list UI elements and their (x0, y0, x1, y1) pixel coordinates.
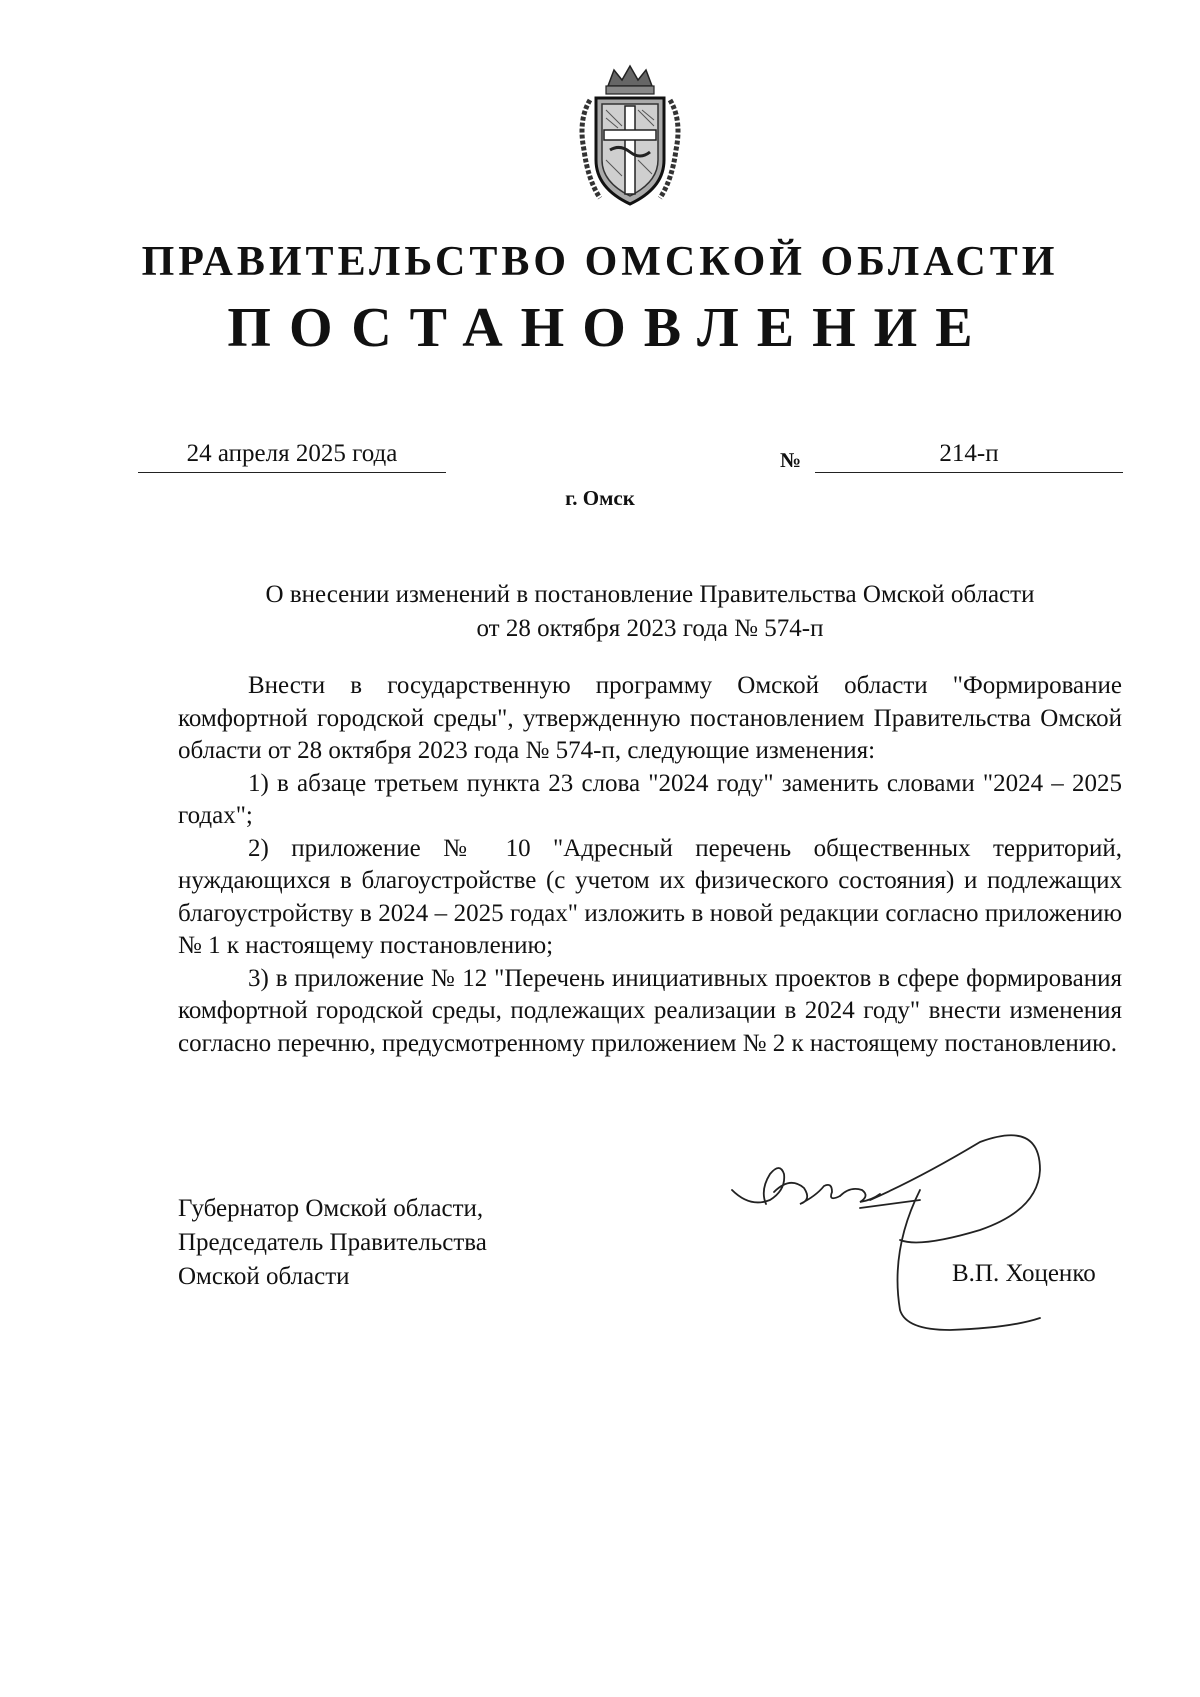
document-number: 214-п (815, 440, 1123, 473)
signatory-name: В.П. Хоценко (952, 1260, 1096, 1287)
signatory-position (178, 1192, 487, 1294)
document-type-title: ПОСТАНОВЛЕНИЕ (227, 297, 991, 359)
handwritten-signature-icon (720, 1130, 1120, 1350)
organization-title: ПРАВИТЕЛЬСТВО ОМСКОЙ ОБЛАСТИ (141, 239, 1059, 285)
number-label: № (780, 448, 802, 472)
position-line: Губернатор Омской области, (178, 1195, 484, 1222)
coat-of-arms-icon (570, 60, 690, 212)
subject-line: от 28 октября 2023 года № 574-п (476, 615, 824, 642)
city-name: г. Омск (565, 486, 635, 510)
position-line: Омской области (178, 1263, 350, 1290)
subject-line: О внесении изменений в постановление Правительства Омской области (265, 581, 1035, 608)
body-paragraph-intro: Внести в государственную программу Омской области "Формирование комфортной городской среды", утвержденную постановлением Правительства Омской области от 28 октября 2023 года № 574-п, следующие изменения: (178, 672, 1122, 764)
position-line: Председатель Правительства (178, 1229, 487, 1256)
document-subject (178, 578, 1122, 646)
body-paragraph-item-3: 3) в приложение № 12 "Перечень инициативных проектов в сфере формирования комфортной городской среды, подлежащих реализации в 2024 году" внести изменения согласно перечню, предусмотренному приложением № 2 к настоящему постановлению. (178, 964, 1122, 1057)
document-date: 24 апреля 2025 года (138, 440, 446, 473)
body-paragraph-item-1: 1) в абзаце третьем пункта 23 слова "2024 году" заменить словами "2024 – 2025 годах"; (178, 769, 1122, 829)
document-body (178, 670, 1122, 1060)
body-paragraph-item-2: 2) приложение № 10 "Адресный перечень общественных территорий, нуждающихся в благоустройстве (с учетом их физического состояния) и подлежащих благоустройству в 2024 – 2025 годах" изложить в новой редакции согласно приложению № 1 к настоящему постановлению; (178, 834, 1122, 959)
